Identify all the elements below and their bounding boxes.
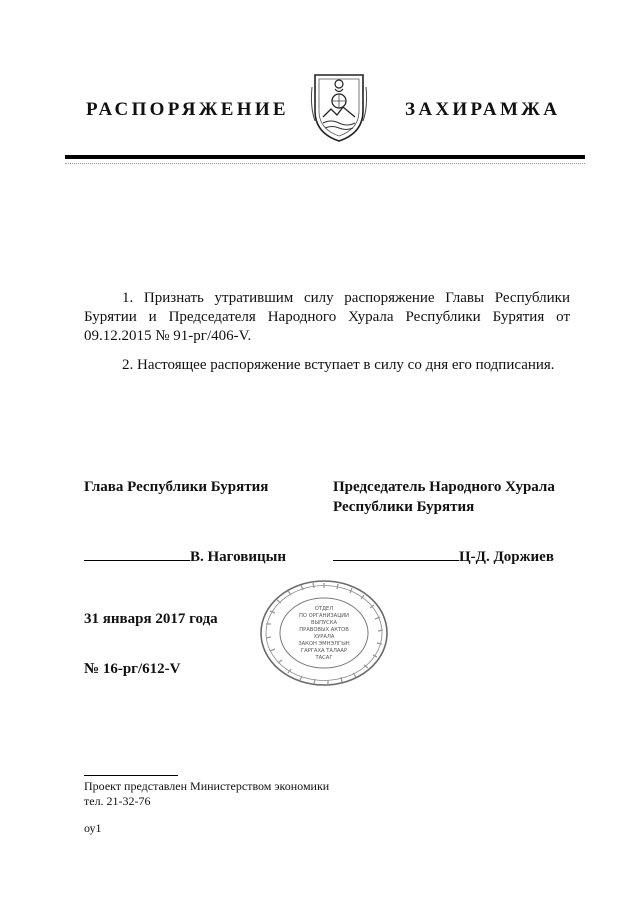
- seal-line-2: ПО ОРГАНИЗАЦИИ: [298, 613, 350, 619]
- paragraph-2: 2. Настоящее распоряжение вступает в силу со дня его подписания.: [122, 357, 555, 373]
- right-signatory-name: Ц-Д. Доржиев: [459, 549, 554, 565]
- left-signatory-name: В. Наговицын: [190, 549, 286, 565]
- left-signature-block: [84, 545, 286, 567]
- header-divider: [65, 155, 585, 159]
- left-signature-line: [84, 545, 190, 561]
- seal-line-1: ОТДЕЛ: [314, 606, 334, 612]
- right-signature-line: [333, 545, 459, 561]
- document-type-title-ru: РАСПОРЯЖЕНИЕ: [86, 99, 289, 120]
- document-date: 31 января 2017 года: [84, 611, 218, 627]
- coat-of-arms-buryatia-icon: [309, 67, 369, 143]
- document-number: № 16-рг/612-V: [84, 661, 181, 677]
- seal-line-6: ЗАКОН ЭМНЭЛГЫН: [298, 641, 350, 647]
- header-dotted-divider: [65, 163, 585, 164]
- seal-line-8: ТАСАГ: [315, 655, 333, 661]
- footnote-divider: [84, 775, 178, 776]
- seal-line-3: ВЫПУСКА: [310, 620, 338, 626]
- document-code: оу1: [84, 821, 102, 835]
- document-type-title-bua: ЗАХИРАМЖА: [405, 99, 561, 120]
- official-seal-icon: [258, 578, 390, 688]
- right-signatory-title-line1: Председатель Народного Хурала: [333, 479, 555, 495]
- contact-phone: тел. 21-32-76: [84, 794, 151, 808]
- prepared-by-note: Проект представлен Министерством экономики: [84, 779, 330, 793]
- seal-line-4: ПРАВОВЫХ АКТОВ: [299, 627, 349, 633]
- seal-line-7: ГАРГАХА ТАЛААР: [300, 648, 348, 654]
- seal-line-5: ХУРАЛА: [313, 634, 335, 640]
- left-signatory-title: Глава Республики Бурятия: [84, 479, 269, 495]
- paragraph-1: 1. Признать утратившим силу распоряжение Главы Республики Бурятии и Председателя Народного Хурала Республики Бурятия от 09.12.2015 № 91-рг/406-V.: [84, 290, 570, 344]
- right-signature-block: [333, 545, 554, 567]
- right-signatory-title-line2: Республики Бурятия: [333, 499, 475, 515]
